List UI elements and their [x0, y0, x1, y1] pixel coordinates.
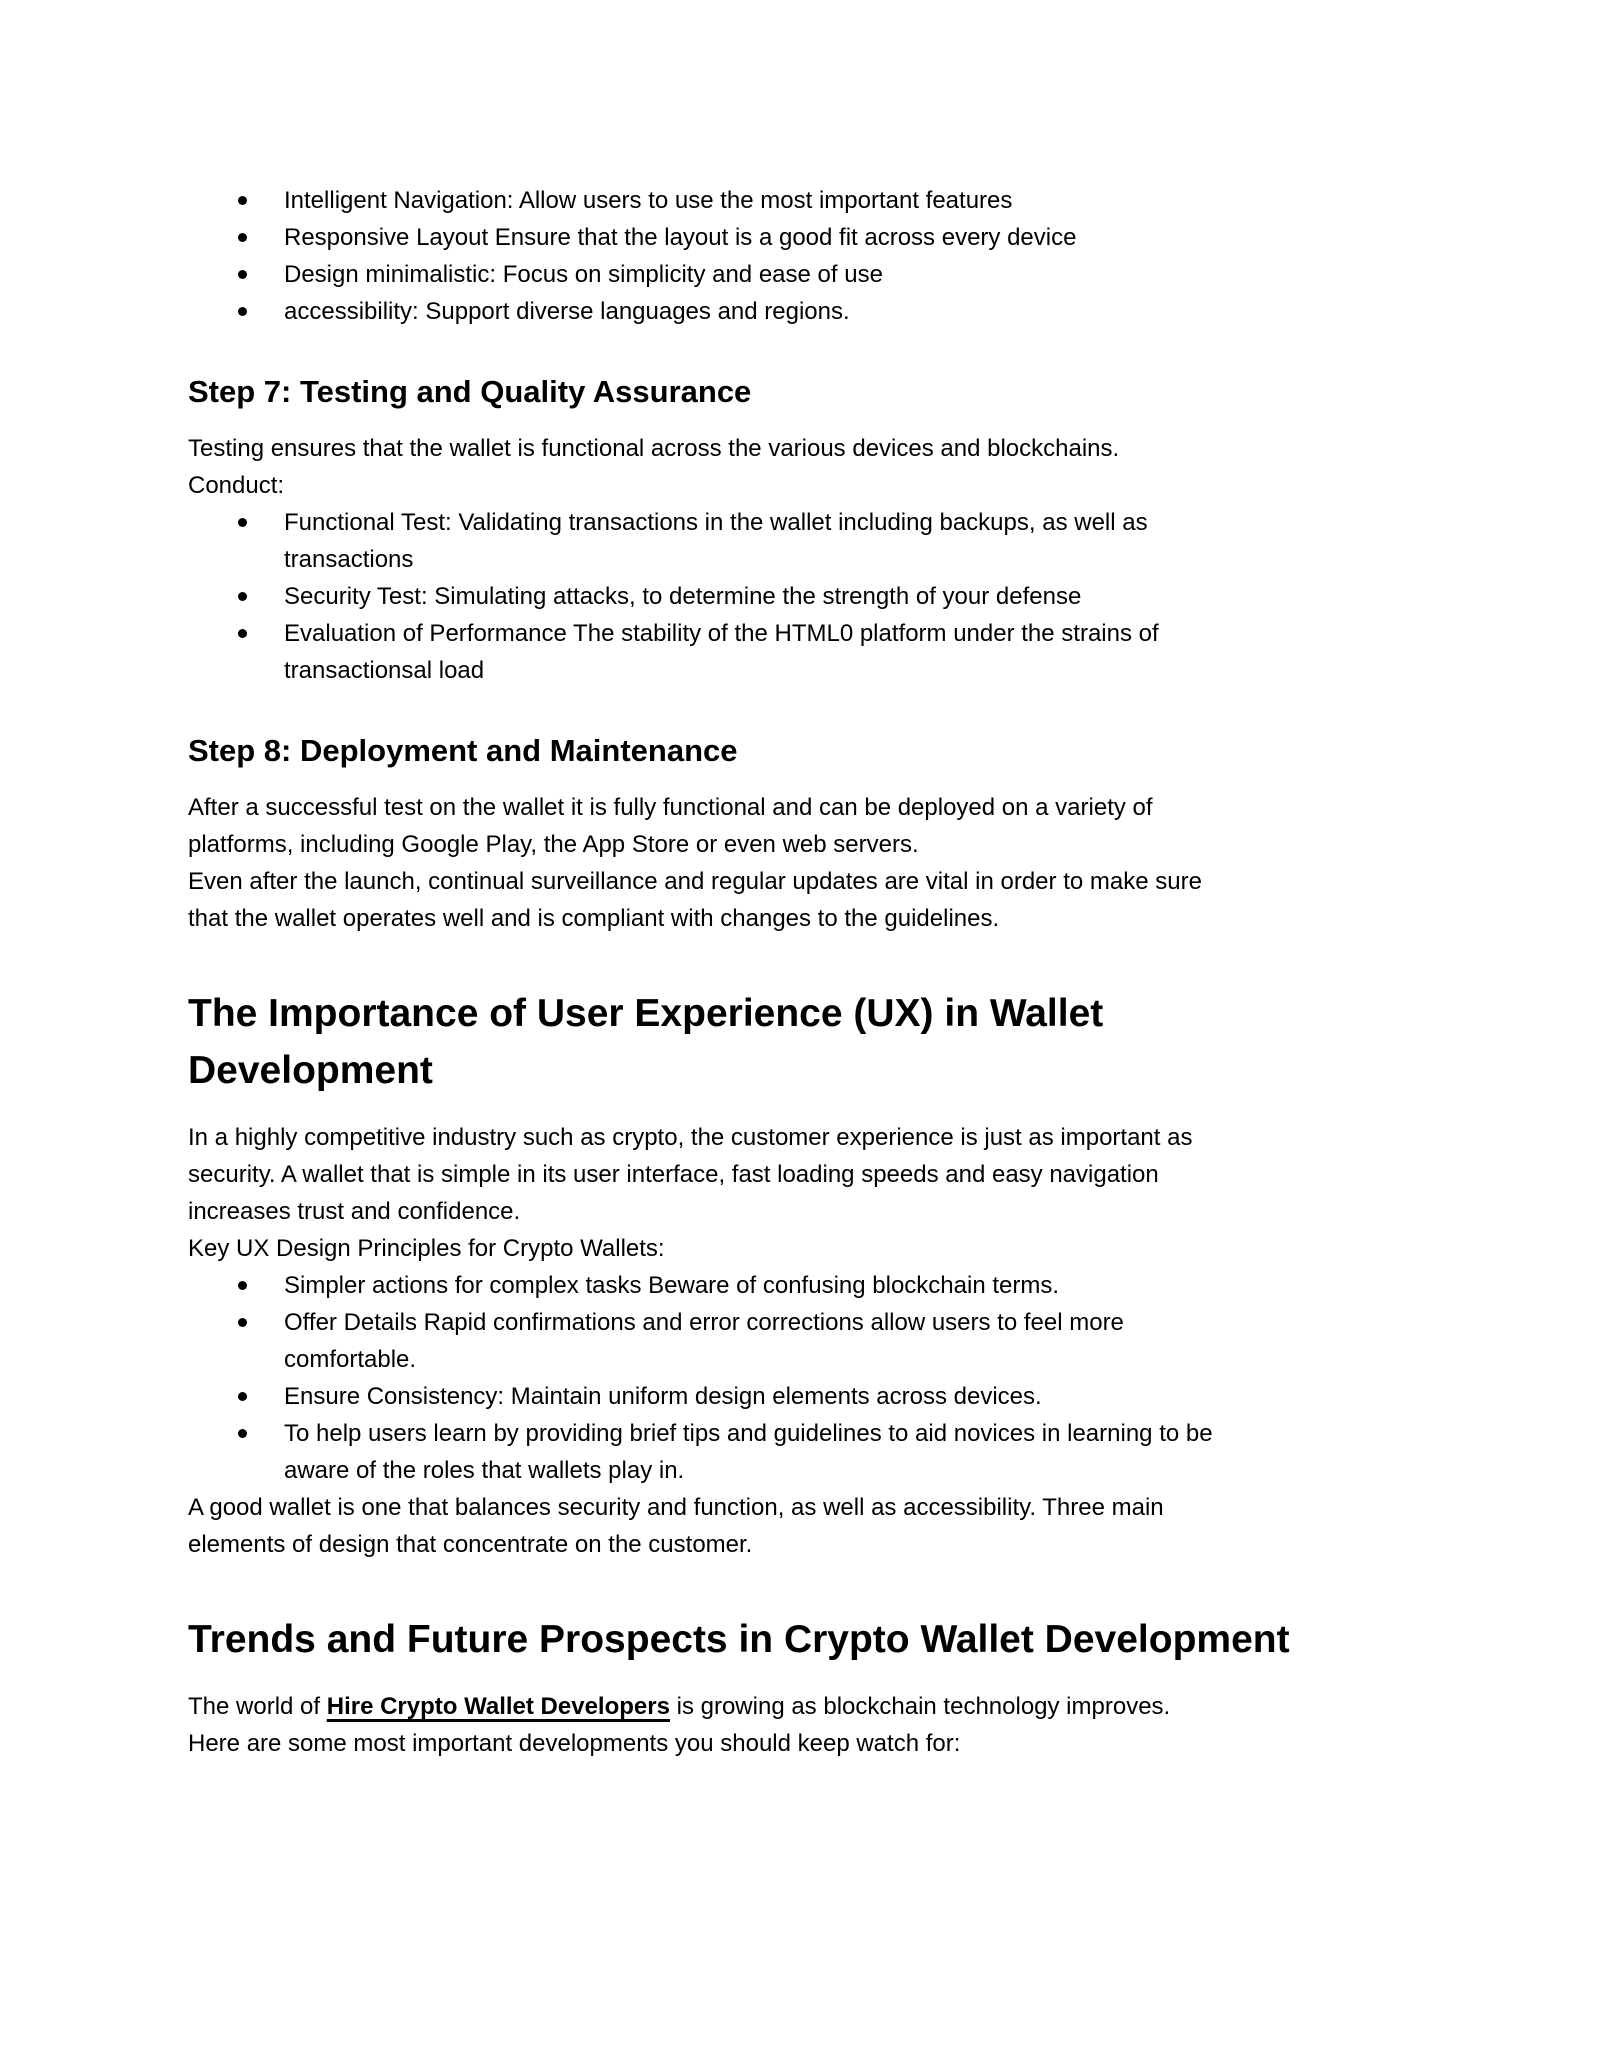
- trends-intro-prefix: The world of: [188, 1693, 327, 1720]
- list-item: [188, 1304, 1414, 1378]
- step-7-heading: Step 7: Testing and Quality Assurance: [188, 374, 752, 409]
- list-item: [188, 293, 1414, 330]
- text-line: elements of design that concentrate on the customer.: [188, 1531, 753, 1558]
- list-item-text: Evaluation of Performance The stability of the HTML0 platform under the strains of: [284, 620, 1159, 647]
- list-item-text: Security Test: Simulating attacks, to determine the strength of your defense: [284, 583, 1082, 610]
- list-item: [188, 1378, 1414, 1415]
- ux-principles-bullet-list: [188, 1267, 1414, 1489]
- trends-paragraph: [188, 1688, 1414, 1762]
- bullet-marker: [238, 592, 247, 601]
- list-item-text: transactions: [284, 546, 414, 573]
- ux-importance-paragraph: [188, 1119, 1414, 1267]
- step-8-heading: Step 8: Deployment and Maintenance: [188, 733, 738, 768]
- text-line: that the wallet operates well and is compliant with changes to the guidelines.: [188, 905, 1000, 932]
- list-item-text: Intelligent Navigation: Allow users to use the most important features: [284, 187, 1013, 214]
- text-line: In a highly competitive industry such as crypto, the customer experience is just as important as: [188, 1124, 1193, 1151]
- bullet-marker: [238, 1392, 247, 1401]
- list-item: [188, 182, 1414, 219]
- list-item: [188, 615, 1414, 689]
- intro-bullet-list: [188, 182, 1414, 330]
- list-item-text: transactionsal load: [284, 657, 485, 684]
- text-line: increases trust and confidence.: [188, 1198, 521, 1225]
- ux-summary-paragraph: [188, 1489, 1414, 1563]
- text-line: platforms, including Google Play, the App Store or even web servers.: [188, 831, 919, 858]
- text-line: security. A wallet that is simple in its user interface, fast loading speeds and easy navigation: [188, 1161, 1159, 1188]
- heading-line: Development: [188, 1049, 433, 1092]
- list-item-text: To help users learn by providing brief tips and guidelines to aid novices in learning to be: [284, 1420, 1213, 1447]
- bullet-marker: [238, 1281, 247, 1290]
- text-line: Even after the launch, continual surveillance and regular updates are vital in order to make sure: [188, 868, 1202, 895]
- text-line: Testing ensures that the wallet is functional across the various devices and blockchains.: [188, 435, 1120, 462]
- step-8-paragraph: [188, 789, 1414, 937]
- list-item-text: Offer Details Rapid confirmations and error corrections allow users to feel more: [284, 1309, 1124, 1336]
- bullet-marker: [238, 1429, 247, 1438]
- text-line: A good wallet is one that balances security and function, as well as accessibility. Three main: [188, 1494, 1164, 1521]
- heading-line: The Importance of User Experience (UX) in Wallet: [188, 992, 1104, 1035]
- text-line: Key UX Design Principles for Crypto Wallets:: [188, 1235, 665, 1262]
- list-item-text: Functional Test: Validating transactions in the wallet including backups, as well as: [284, 509, 1148, 536]
- list-item-text: Design minimalistic: Focus on simplicity and ease of use: [284, 261, 883, 288]
- testing-bullet-list: [188, 504, 1414, 689]
- bullet-marker: [238, 518, 247, 527]
- text-line: After a successful test on the wallet it is fully functional and can be deployed on a variety of: [188, 794, 1153, 821]
- list-item-text: accessibility: Support diverse languages and regions.: [284, 298, 850, 325]
- trends-heading: [188, 1611, 1414, 1668]
- hire-crypto-wallet-developers-link[interactable]: Hire Crypto Wallet Developers: [326, 1693, 670, 1720]
- heading-line: Trends and Future Prospects in Crypto Wallet Development: [188, 1618, 1290, 1661]
- list-item-text: aware of the roles that wallets play in.: [284, 1457, 685, 1484]
- list-item: [188, 1415, 1414, 1489]
- list-item: [188, 256, 1414, 293]
- list-item-text: comfortable.: [284, 1346, 417, 1373]
- trends-intro-suffix: is growing as blockchain technology improves.: [669, 1693, 1171, 1720]
- list-item-text: Simpler actions for complex tasks Beware of confusing blockchain terms.: [284, 1272, 1059, 1299]
- bullet-marker: [238, 1318, 247, 1327]
- list-item: [188, 219, 1414, 256]
- step-7-intro-paragraph: [188, 430, 1414, 504]
- list-item: [188, 578, 1414, 615]
- list-item-text: Ensure Consistency: Maintain uniform design elements across devices.: [284, 1383, 1042, 1410]
- list-item-text: Responsive Layout Ensure that the layout is a good fit across every device: [284, 224, 1077, 251]
- ux-importance-heading: [188, 985, 1414, 1099]
- bullet-marker: [238, 233, 247, 242]
- bullet-marker: [238, 196, 247, 205]
- list-item: [188, 504, 1414, 578]
- text-line: Conduct:: [188, 472, 285, 499]
- text-line: Here are some most important developments you should keep watch for:: [188, 1730, 961, 1757]
- list-item: [188, 1267, 1414, 1304]
- text-line: [188, 1688, 1414, 1725]
- bullet-marker: [238, 307, 247, 316]
- bullet-marker: [238, 629, 247, 638]
- bullet-marker: [238, 270, 247, 279]
